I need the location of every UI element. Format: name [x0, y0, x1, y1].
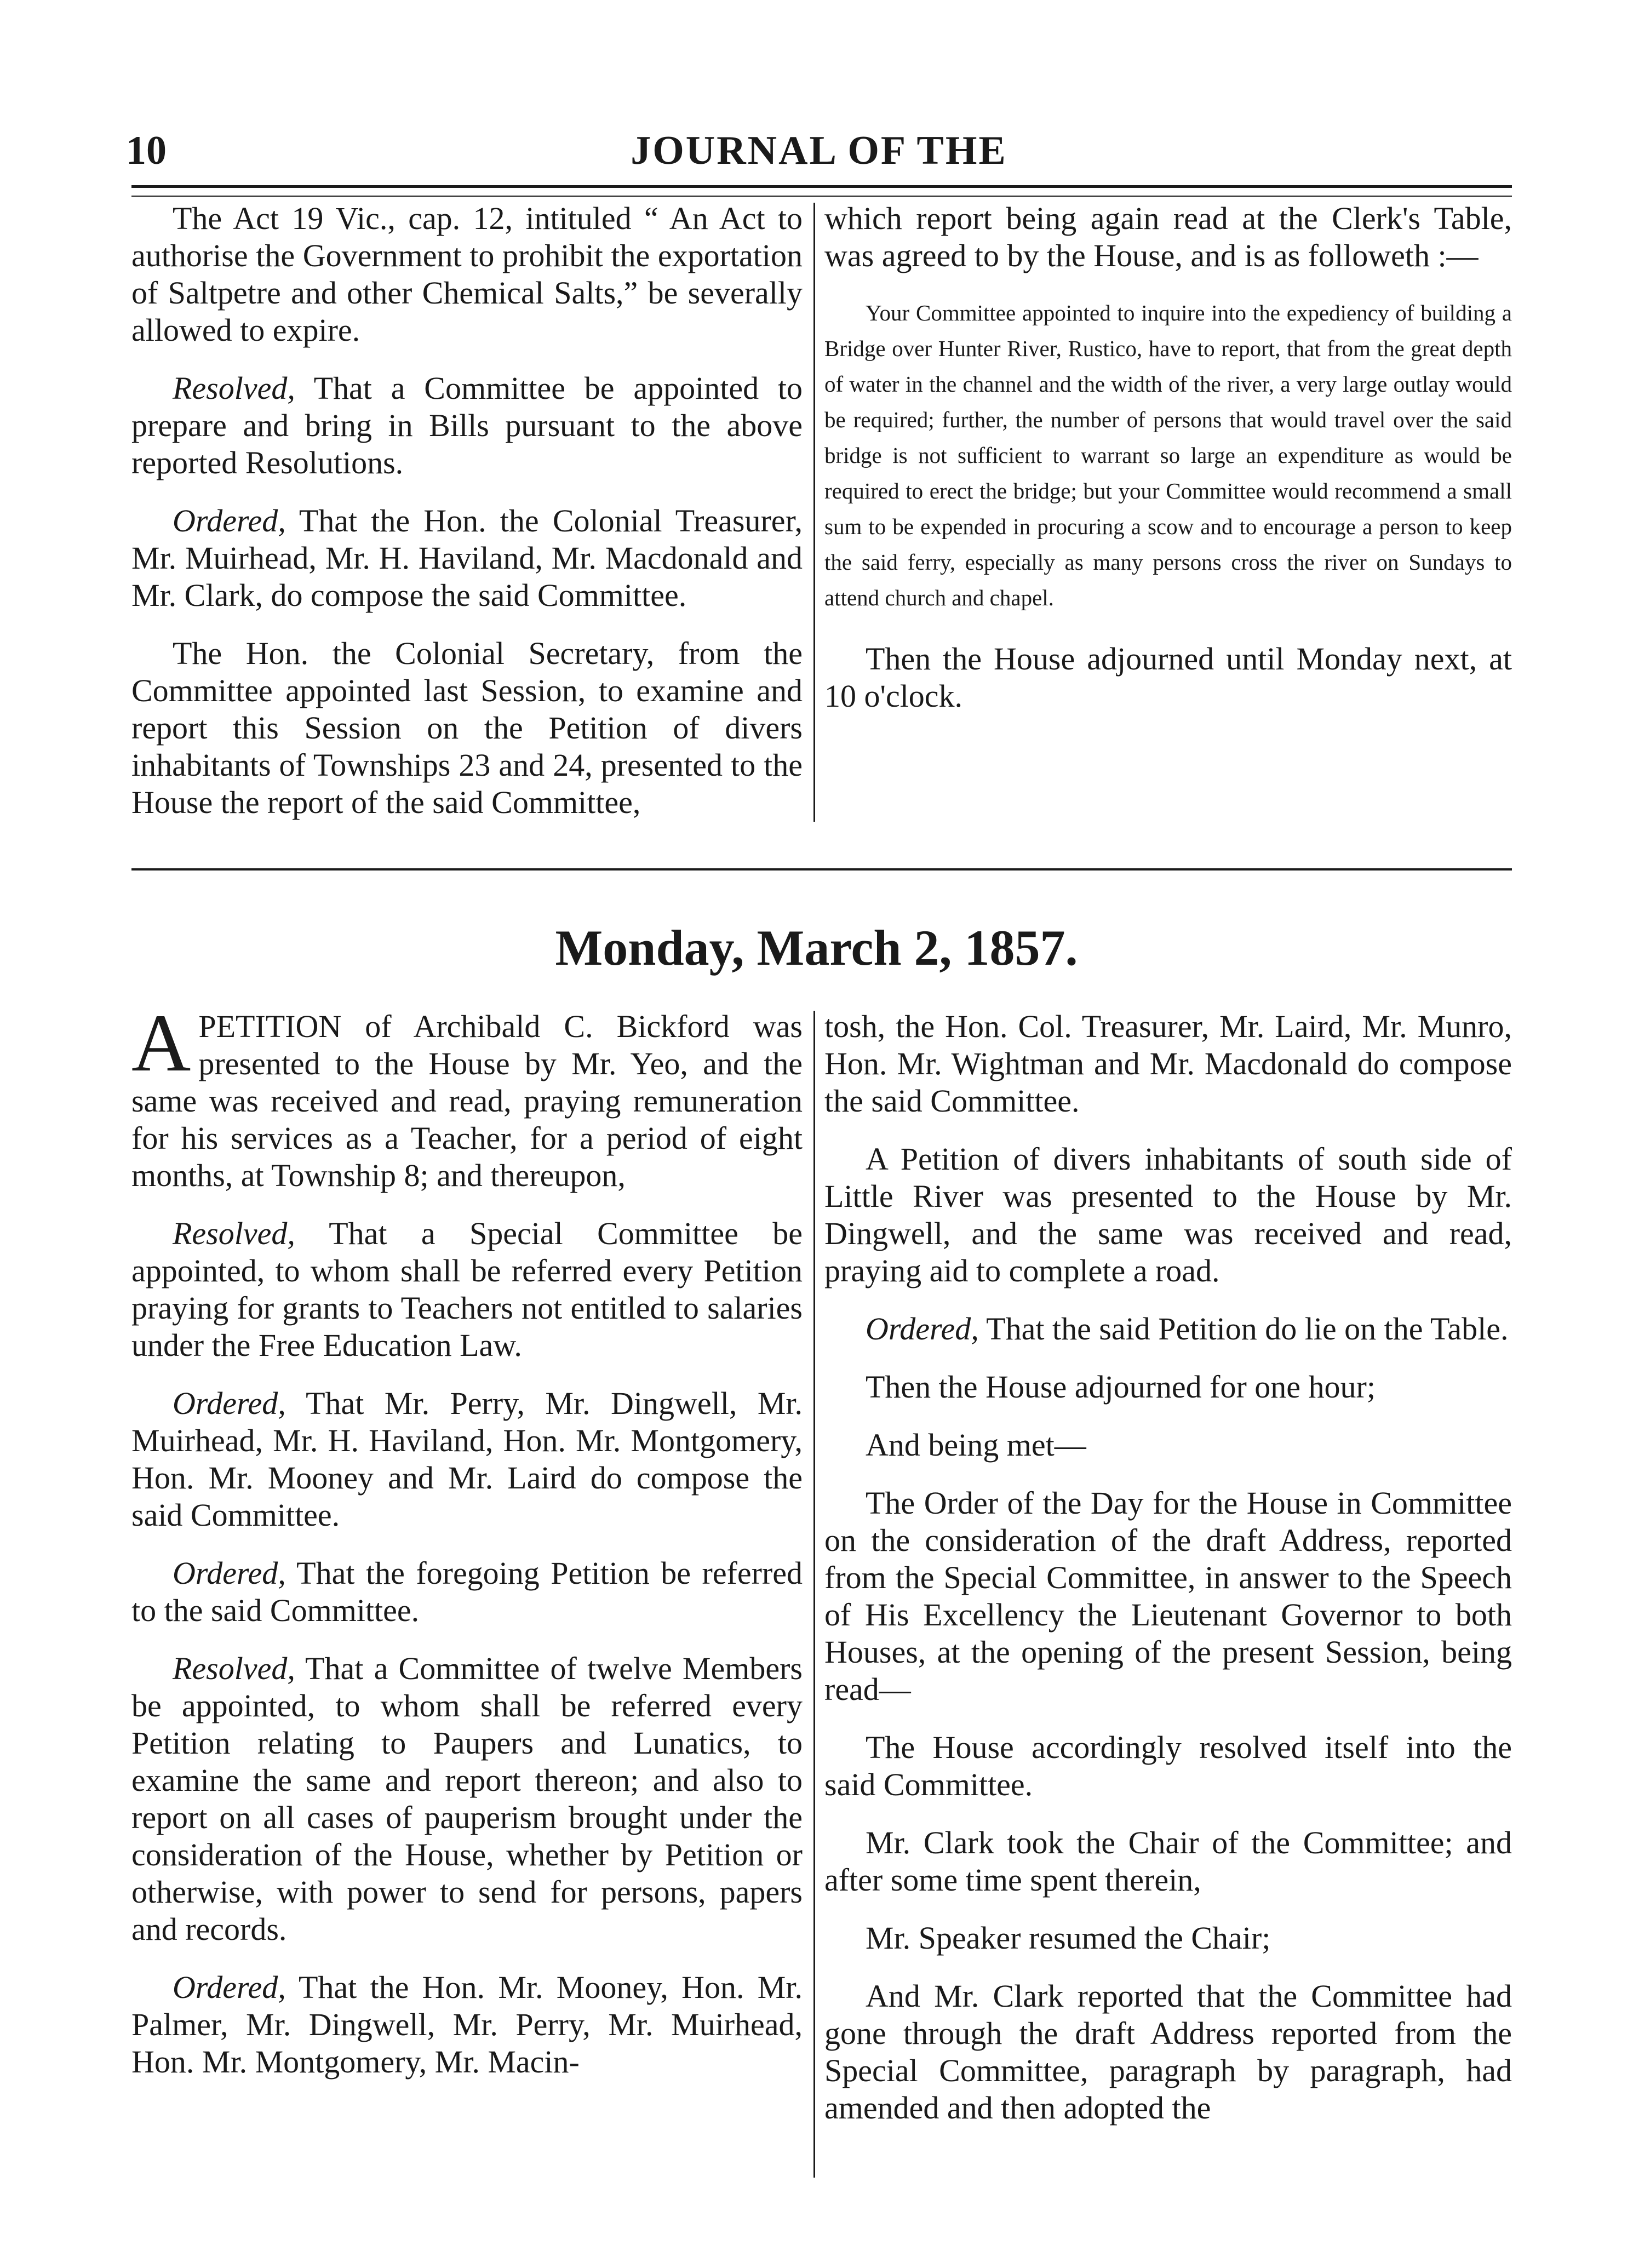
paragraph: Then the House adjourned for one hour; [866, 1369, 1376, 1405]
bottom-left-column [131, 998, 803, 2101]
paragraph-lead: Ordered, [173, 503, 286, 539]
paragraph-lead: Resolved, [173, 370, 295, 406]
paragraph-lead: Ordered, [173, 1555, 286, 1591]
paragraph-continuation: which report being again read at the Clerk's Table, was agreed to by the House, and is as followeth :— [824, 201, 1512, 273]
section-divider [131, 868, 1512, 870]
paragraph-continuation: tosh, the Hon. Col. Treasurer, Mr. Laird, Mr. Munro, Hon. Mr. Wightman and Mr. Macdonald do compose the said Committee. [824, 1009, 1512, 1119]
paragraph: And being met— [866, 1427, 1086, 1463]
page-number: 10 [126, 128, 167, 173]
paragraph: Mr. Speaker resumed the Chair; [866, 1920, 1271, 1956]
bottom-right-column [824, 1008, 1512, 2147]
committee-report: Your Committee appointed to inquire into the expediency of building a Bridge over Hunter River, Rustico, have to report, that from the great depth of water in the channel and the width of the river, a very large outlay would be required; further, the number of persons that would travel over the said bridge is not sufficient to warrant so large an expenditure as would be required to erect the bridge; but your Committee would recommend a small sum to be expended in procuring a scow and to encourage a person to keep the said ferry, especially as many persons cross the river on Sundays to attend church and chapel. [824, 300, 1512, 610]
paragraph: Ordered, That Mr. Perry, Mr. Dingwell, Mr. Muirhead, Mr. H. Haviland, Hon. Mr. Montgomery, Hon. Mr. Mooney and Mr. Laird do compose the said Committee. [131, 1385, 803, 1533]
paragraph: The Act 19 Vic., cap. 12, intituled “ An Act to authorise the Government to prohibit the exportation of Saltpetre and other Chemical Salts,” be severally allowed to expire. [131, 201, 803, 348]
paragraph-lead: Resolved, [173, 1651, 295, 1686]
paragraph: Ordered, That the said Petition do lie on the Table. [866, 1311, 1509, 1347]
drop-cap: A [131, 998, 191, 1089]
column-divider [813, 1011, 815, 2178]
paragraph: The Hon. the Colonial Secretary, from the Committee appointed last Session, to examine and report this Session on the Petition of divers inhabitants of Townships 23 and 24, presented to the House the report of the said Committee, [131, 635, 803, 820]
paragraph-lead: Resolved, [173, 1216, 295, 1251]
paragraph-lead: Ordered, [173, 1385, 286, 1421]
paragraph-lead: Ordered, [173, 1969, 286, 2005]
top-left-column [131, 200, 803, 842]
page-header [126, 123, 1512, 178]
paragraph: A PETITION of Archibald C. Bickford was presented to the House by Mr. Yeo, and the same was received and read, praying remuneration for his services as a Teacher, for a period of eight months, at Township 8; and thereupon, [131, 998, 803, 1193]
paragraph: Ordered, That the foregoing Petition be referred to the said Committee. [131, 1555, 803, 1628]
paragraph: And Mr. Clark reported that the Committee had gone through the draft Address reported from the Special Committee, paragraph by paragraph, had amended and then adopted the [824, 1978, 1512, 2126]
date-heading: Monday, March 2, 1857. [555, 920, 1078, 976]
paragraph: Resolved, That a Committee be appointed to prepare and bring in Bills pursuant to the above reported Resolutions. [131, 370, 803, 480]
paragraph: Resolved, That a Special Committee be appointed, to whom shall be referred every Petition praying for grants to Teachers not entitled to salaries under the Free Education Law. [131, 1216, 803, 1363]
running-title: JOURNAL OF THE [631, 128, 1007, 173]
paragraph: The House accordingly resolved itself into the said Committee. [824, 1729, 1512, 1802]
paragraph: Ordered, That the Hon. the Colonial Treasurer, Mr. Muirhead, Mr. H. Haviland, Mr. Macdonald and Mr. Clark, do compose the said Committee. [131, 503, 803, 613]
paragraph-lead: Ordered, [866, 1311, 979, 1347]
top-right-column [824, 200, 1512, 736]
paragraph: A Petition of divers inhabitants of south side of Little River was presented to the House by Mr. Dingwell, and the same was received and read, praying aid to complete a road. [824, 1141, 1512, 1288]
header-double-rule [131, 185, 1512, 197]
column-divider [813, 203, 815, 822]
paragraph: Resolved, That a Committee of twelve Members be appointed, to whom shall be referred every Petition relating to Paupers and Lunatics, to examine the same and report thereon; and also to report on all cases of pauperism brought under the consideration of the House, whether by Petition or otherwise, with power to send for persons, papers and records. [131, 1651, 803, 1947]
paragraph: Ordered, That the Hon. Mr. Mooney, Hon. Mr. Palmer, Mr. Dingwell, Mr. Perry, Mr. Muirhead, Hon. Mr. Montgomery, Mr. Macin- [131, 1969, 803, 2080]
paragraph: Mr. Clark took the Chair of the Committee; and after some time spent therein, [824, 1825, 1512, 1898]
paragraph: Then the House adjourned until Monday next, at 10 o'clock. [824, 641, 1512, 714]
paragraph: The Order of the Day for the House in Committee on the consideration of the draft Address, reported from the Special Committee, in answer to the Speech of His Excellency the Lieutenant Governor to both Houses, at the opening of the present Session, being read— [824, 1485, 1512, 1707]
